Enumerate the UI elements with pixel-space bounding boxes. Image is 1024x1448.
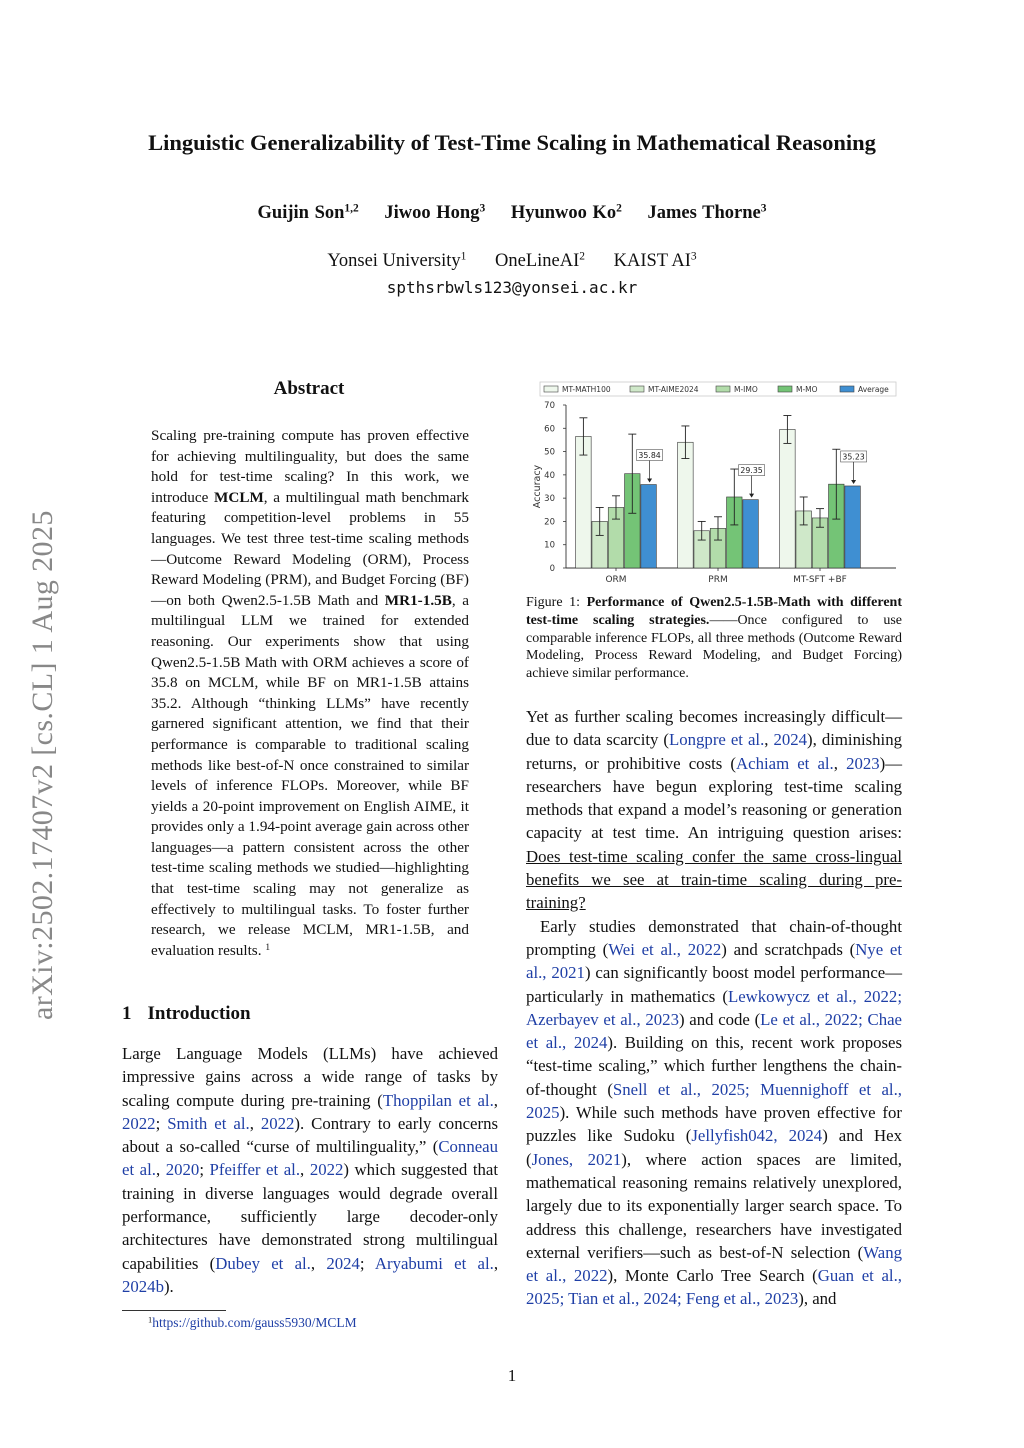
y-tick-label: 0 [549,564,555,574]
x-tick-label: PRM [708,575,728,585]
y-tick-label: 10 [544,540,555,551]
citation-link[interactable]: 2024 [773,730,808,750]
right-column-text [526,705,902,1311]
x-tick-label: ORM [605,575,627,585]
annotation-arrowhead [851,480,856,484]
legend-label: M-MO [796,385,818,394]
abstract-heading: Abstract [273,378,345,399]
citation-link[interactable]: Smith et al. [167,1113,250,1133]
affiliation: Yonsei University$^1$ [327,250,467,271]
y-tick-label: 30 [544,494,555,505]
legend-label: Average [858,385,889,394]
average-annotation: 35.23 [842,452,865,462]
author: James Thorne$^3$ [647,202,767,223]
y-tick-label: 20 [544,517,555,528]
citation-link[interactable]: Nye et al., 2021 [526,939,902,983]
author: Jiwoo Hong$^3$ [384,202,486,223]
citation-link[interactable]: Achiam et al. [736,753,834,773]
citation-link[interactable]: Jones, 2021 [531,1149,622,1169]
citation-link[interactable]: Longpre et al. [669,730,765,750]
footnote-rule [122,1310,226,1311]
bar [845,486,861,568]
arxiv-identifier: arXiv:2502.17407v2 [cs.CL] 1 Aug 2025 [26,510,59,1020]
legend-label: MT-AIME2024 [648,385,699,394]
citation-link[interactable]: Aryabumi et al. [374,1253,494,1273]
paragraph: Yet as further scaling becomes increasingly difficult—due to data scarcity (Longpre et al., 2024), diminishing returns, or prohibitive costs (Achiam et al., 2023)—researchers have begun exploring test-time scaling methods that expand a model’s reasoning or generation capacity at test time. An intriguing question arises: Does test-time scaling confer the same cross-lingual benefits we see at train-time scaling during pre-training? [526,707,903,913]
legend-label: M-IMO [734,385,758,394]
footnote: $^1$https://github.com/gauss5930/MCLM [148,1315,357,1330]
introduction-paragraph: Large Language Models (LLMs) have achieved impressive gains across a wide range of tasks by scaling compute during pre-training (Thoppilan et al., 2022; Smith et al., 2022). Contrary to early concerns about a so-called “curse of multilinguality,” (Conneau et al., 2020; Pfeiffer et al., 2022) which suggested that training in diverse languages would degrade overall performance, sufficiently large decoder-only architectures have demonstrated strong multilingual capabilities (Dubey et al., 2024; Aryabumi et al., 2024b). [122,1044,499,1296]
annotation-arrowhead [647,479,652,483]
y-tick-label: 50 [544,447,555,458]
y-tick-label: 40 [544,470,555,481]
citation-link[interactable]: 2024 [326,1253,360,1273]
citation-link[interactable]: Lewkowycz et al., 2022; Azerbayev et al., 2023 [526,986,902,1029]
citation-link[interactable]: 2024b [122,1276,164,1296]
footnote-link[interactable]: https://github.com/gauss5930/MCLM [152,1315,357,1330]
chart-legend [540,382,896,396]
legend-swatch [544,386,558,392]
bar [576,436,592,568]
citation-link[interactable]: 2022 [122,1113,156,1133]
bar [641,485,657,568]
legend-swatch [840,386,854,392]
affiliation-list [0,251,1024,272]
y-tick-label: 60 [544,424,555,435]
average-annotation: 29.35 [740,466,763,476]
legend-swatch [630,386,644,392]
citation-link[interactable]: Pfeiffer et al. [209,1160,301,1180]
citation-link[interactable]: Snell et al., 2025; Muennighoff et al., 2025 [526,1079,902,1123]
bar [743,500,759,568]
research-question: Does test-time scaling confer the same cross-lingual benefits we see at train-time scaling during pre-training? [526,846,902,913]
contact-email[interactable]: spthsrbwls123@yonsei.ac.kr [386,278,638,297]
section-heading-introduction: 1 Introduction [122,1003,251,1024]
legend-label: MT-MATH100 [562,385,611,394]
footnote-marker[interactable]: 1 [265,942,271,953]
citation-link[interactable]: 2023 [846,753,880,773]
average-annotation: 35.84 [638,451,661,461]
citation-link[interactable]: Jellyfish042, 2024 [691,1126,823,1146]
bar [678,442,694,568]
author: Hyunwoo Ko$^2$ [510,202,622,223]
bar [780,429,796,568]
citation-link[interactable]: Dubey et al. [215,1253,311,1273]
abstract-body: Scaling pre-training compute has proven effective for achieving multilinguality, but does the same hold for test-time scaling? In this work, we introduce MCLM, a multilingual math benchmark featuring competition-level problems in 55 languages. We test three test-time scaling methods—Outcome Reward Modeling (ORM), Process Reward Modeling (PRM), and Budget Forcing (BF)—on both Qwen2.5-1.5B Math and MR1-1.5B, a multilingual LLM we trained for extended reasoning. Our experiments show that using Qwen2.5-1.5B Math with ORM achieves a score of 35.8 on MCLM, while BF on MR1-1.5B attains 35.2. Although “thinking LLMs” have recently garnered significant attention, we find that their performance is comparable to traditional scaling methods like best-of-N once constrained to similar levels of inference FLOPs. Moreover, while BF yields a 20-point improvement on English AIME, it provides only a 1.94-point average gain across other languages—a pattern consistent across the other test-time scaling methods we studied—highlighting that test-time scaling may not generalize as effectively to multilingual tasks. To foster further research, we release MCLM, MR1-1.5B, and evaluation results. $^1$ [151,427,470,959]
chart-bars [576,415,867,568]
paper-title: Linguistic Generalizability of Test-Time Scaling in Mathematical Reasoning [148,130,876,155]
citation-link[interactable]: Thoppilan et al. [382,1090,494,1110]
legend-swatch [716,386,730,392]
figure-1-caption: Figure 1: Performance of Qwen2.5-1.5B-Math with different test-time scaling strategies.——Once configured to use comparable inference FLOPs, all three methods (Outcome Reward Modeling, Process Reward Modeling, and Budget Forcing) achieve similar performance. [526,595,902,682]
paragraph: Early studies demonstrated that chain-of-thought prompting (Wei et al., 2022) and scratchpads (Nye et al., 2021) can significantly boost model performance—particularly in mathematics (Lewkowycz et al., 2022; Azerbayev et al., 2023) and code (Le et al., 2022; Chae et al., 2024). Building on this, recent work proposes “test-time scaling,” which further lengthens the chain-of-thought (Snell et al., 2025; Muennighoff et al., 2025). While such methods have proven effective for puzzles like Sudoku (Jellyfish042, 2024) and Hex (Jones, 2021), where action spaces are limited, mathematical reasoning remains relatively unexplored, largely due to its exponentially larger search space. To address this challenge, researchers have investigated external verifiers—such as best-of-N selection (Wang et al., 2022), Monte Carlo Tree Search (Guan et al., 2025; Tian et al., 2024; Feng et al., 2023), and [526,916,903,1309]
author-list [0,203,1024,224]
citation-link[interactable]: 2022 [260,1113,295,1133]
x-tick-label: MT-SFT +BF [793,575,847,585]
page-number: 1 [507,1366,517,1385]
affiliation: OneLineAI$^2$ [495,250,585,271]
citation-link[interactable]: Le et al., 2022; Chae et al., 2024 [526,1009,903,1053]
annotation-arrowhead [749,494,754,498]
citation-link[interactable]: 2022 [309,1160,344,1180]
citation-link[interactable]: Guan et al., 2025; Tian et al., 2024; Feng et al., 2023 [526,1266,902,1309]
author: Guijin Son$^{1,2}$ [257,202,359,223]
legend-swatch [778,386,792,392]
citation-link[interactable]: 2020 [165,1160,200,1180]
citation-link[interactable]: Wei et al., 2022 [608,939,722,959]
figure-1-chart [526,378,902,590]
y-axis-label: Accuracy [532,464,543,509]
affiliation: KAIST $AI^3$ [613,250,697,271]
citation-link[interactable]: Wang et al., 2022 [526,1242,902,1286]
y-tick-label: 70 [544,401,555,411]
citation-link[interactable]: Conneau et al. [122,1137,498,1180]
